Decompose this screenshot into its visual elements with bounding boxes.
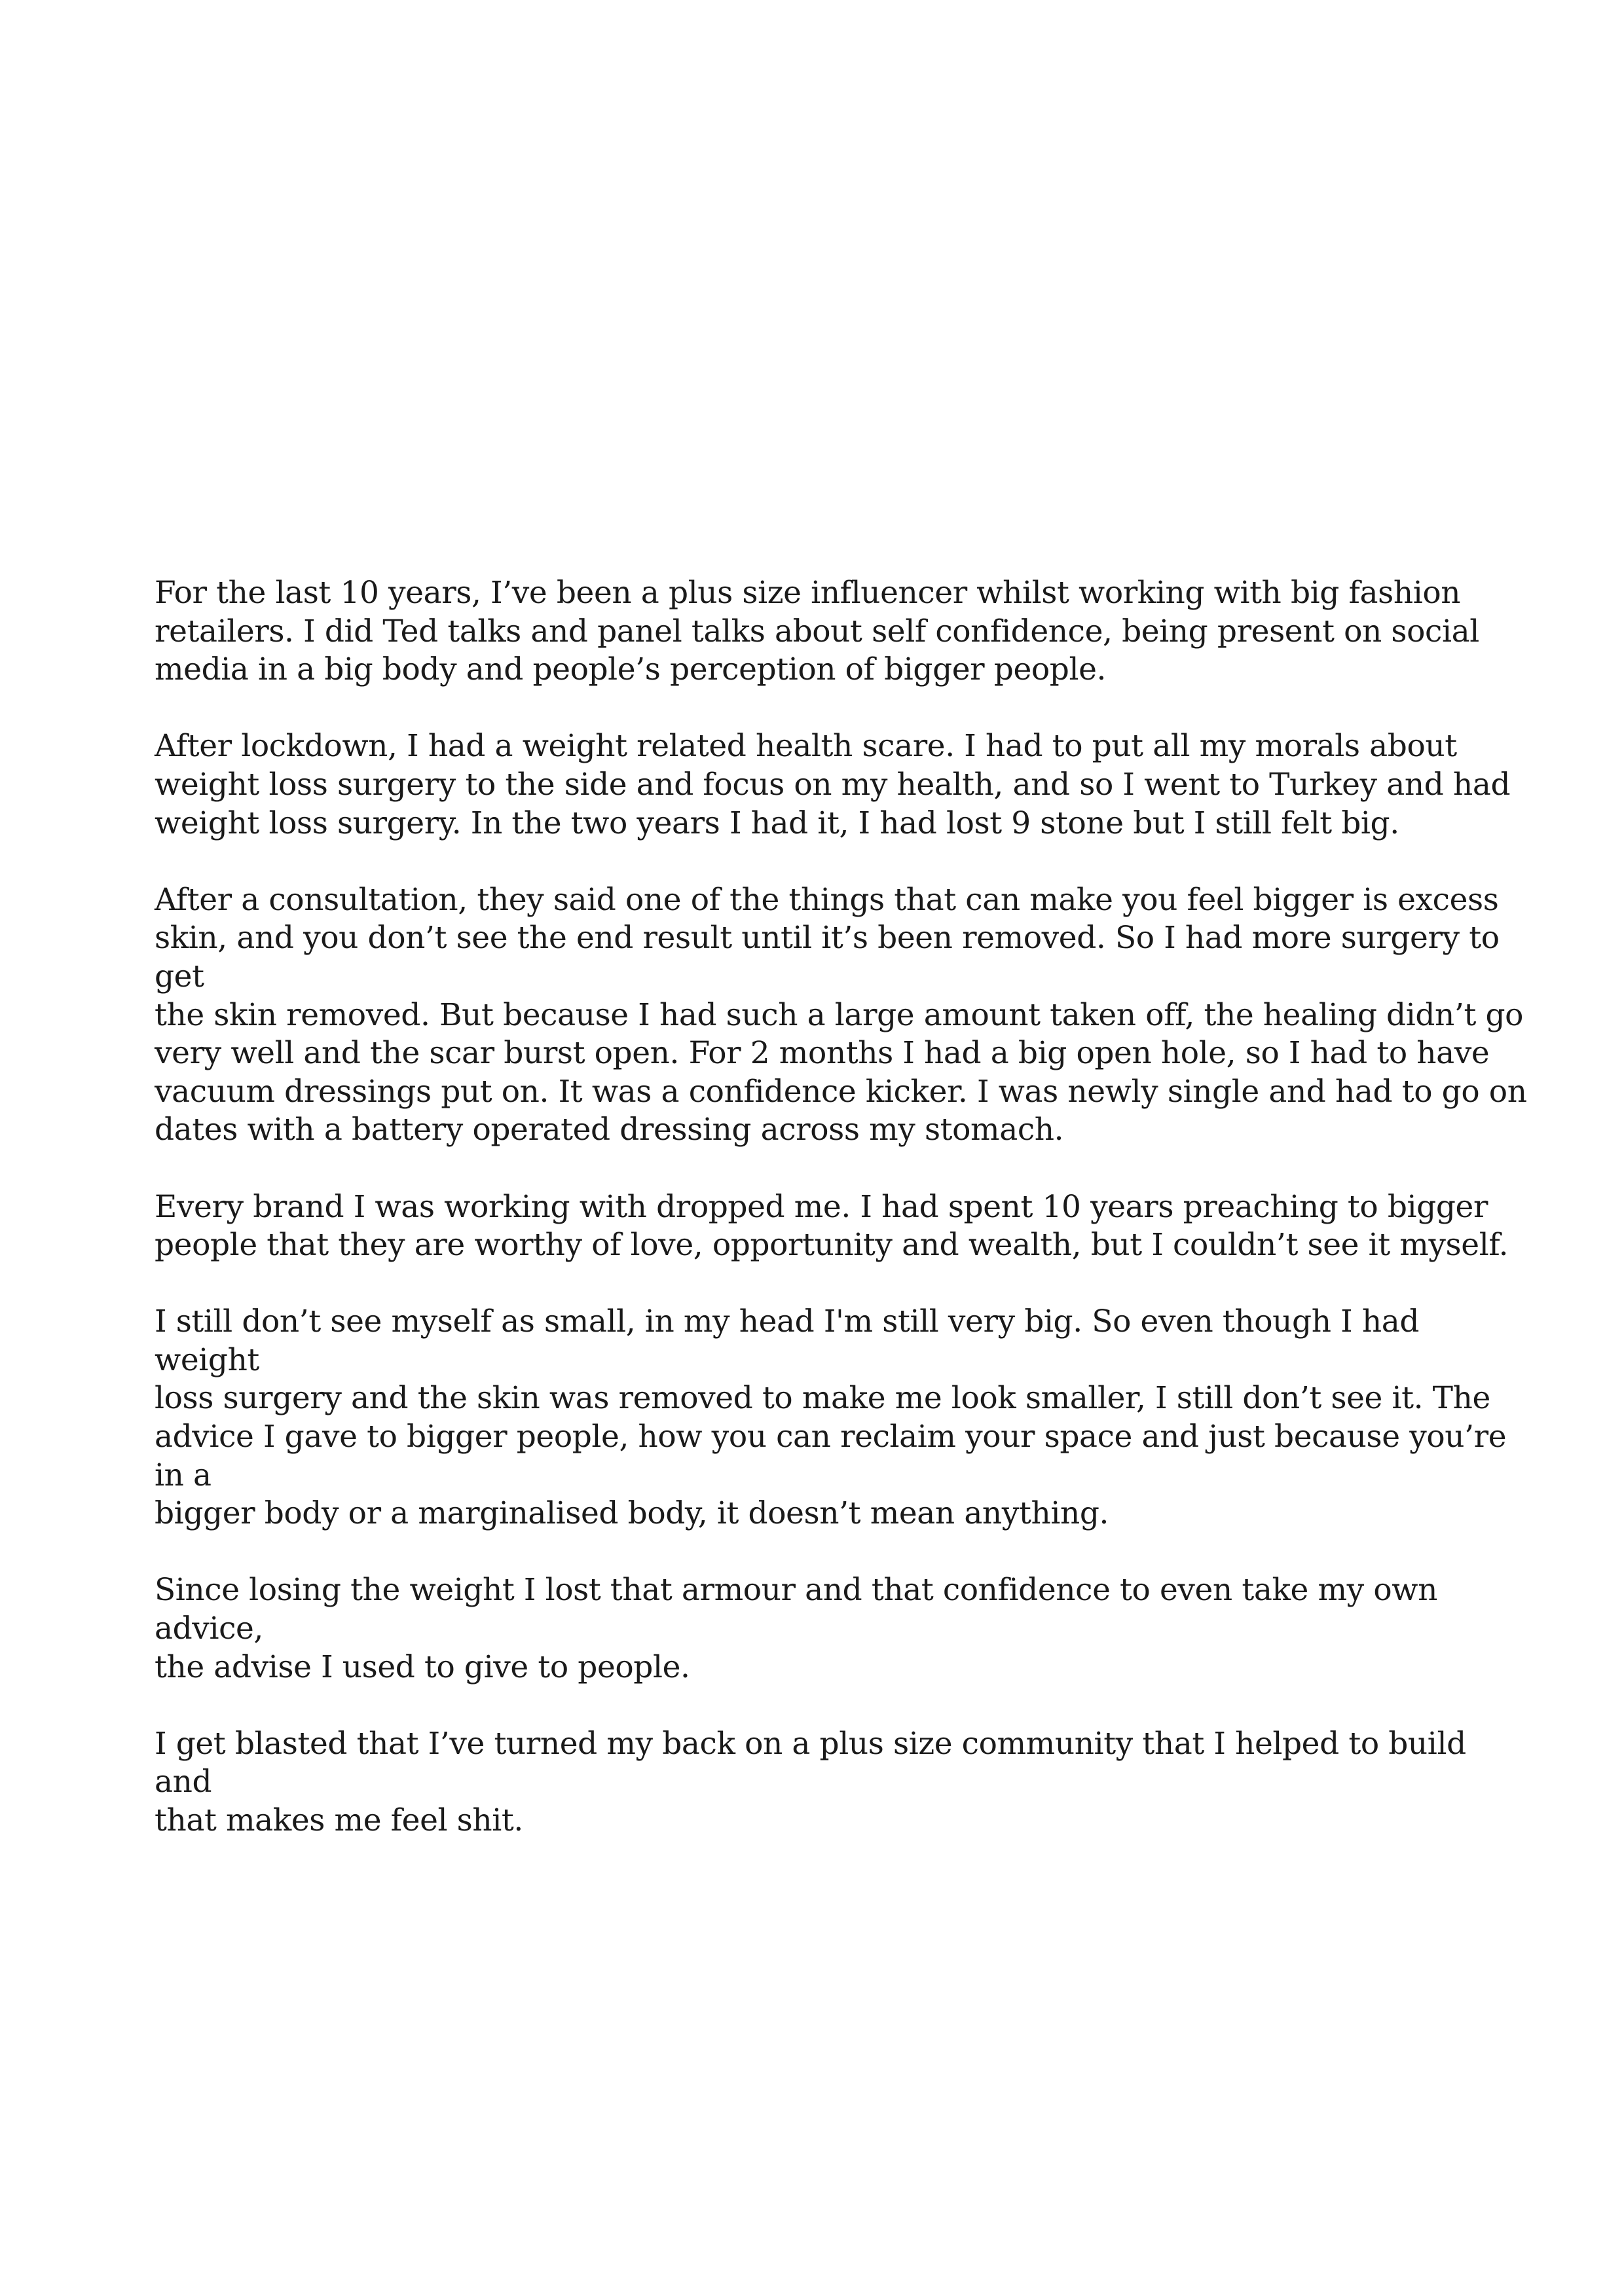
paragraph-skin-surgery: After a consultation, they said one of the things that can make you feel bigger is excess skin, and you don’t see the end result until it’s been removed. So I had more surgery to get the skin removed. But because I had such a large amount taken off, the healing didn’t go very well and the scar burst open. For 2 months I had a big open hole, so I had to have vacuum dressings put on. It was a confidence kicker. I was newly single and had to go on dates with a battery operated dressing across my stomach. <box>155 881 1527 1148</box>
paragraph-health-scare: After lockdown, I had a weight related health scare. I had to put all my morals about weight loss surgery to the side and focus on my health, and so I went to Turkey and had weight loss surgery. In the two years I had it, I had lost 9 stone but I still felt big. <box>155 728 1511 841</box>
paragraph-lost-confidence: Since losing the weight I lost that armour and that confidence to even take my own advice, the advise I used to give to people. <box>155 1572 1437 1685</box>
paragraph-community-backlash: I get blasted that I’ve turned my back on a plus size community that I helped to build and that makes me feel shit. <box>155 1725 1466 1838</box>
paragraph-self-image: I still don’t see myself as small, in my head I'm still very big. So even though I had weight loss surgery and the skin was removed to make me look smaller, I still don’t see it. The advice I gave to bigger people, how you can reclaim your space and just because you’re in a bigger body or a marginalised body, it doesn’t mean anything. <box>155 1303 1507 1532</box>
paragraph-career: For the last 10 years, I’ve been a plus size influencer whilst working with big fashion retailers. I did Ted talks and panel talks about self confidence, being present on social media in a big body and people’s perception of bigger people. <box>155 575 1479 688</box>
document-body <box>155 574 1530 1840</box>
paragraph-brands-dropped: Every brand I was working with dropped me. I had spent 10 years preaching to bigger people that they are worthy of love, opportunity and wealth, but I couldn’t see it myself. <box>155 1188 1509 1264</box>
